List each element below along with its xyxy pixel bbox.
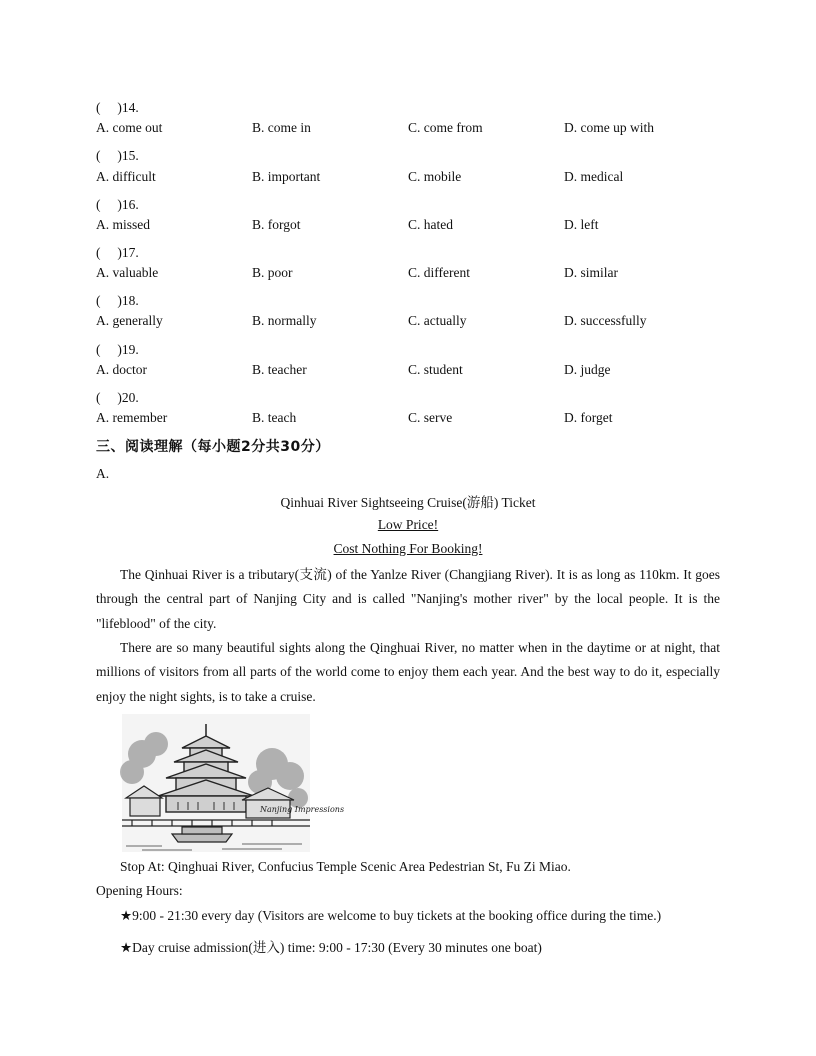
question-number: ( )16. xyxy=(96,197,139,212)
question-number: ( )20. xyxy=(96,390,139,405)
option-a: A. generally xyxy=(96,313,163,328)
option-b: B. poor xyxy=(252,265,293,280)
option-d: D. come up with xyxy=(564,120,654,135)
question-number: ( )17. xyxy=(96,245,139,260)
option-c: C. student xyxy=(408,362,463,377)
option-c: C. mobile xyxy=(408,169,462,184)
question-number: ( )19. xyxy=(96,342,139,357)
cost-nothing-text: Cost Nothing For Booking! xyxy=(333,541,483,556)
option-b: B. normally xyxy=(252,313,317,328)
question-number: ( )18. xyxy=(96,293,139,308)
option-d: D. successfully xyxy=(564,313,647,328)
cost-nothing-line xyxy=(96,541,720,557)
question-number: ( )14. xyxy=(96,100,139,115)
option-d: D. judge xyxy=(564,362,611,377)
option-a: A. remember xyxy=(96,410,168,425)
option-row xyxy=(96,265,736,283)
low-price-text: Low Price! xyxy=(377,517,439,532)
option-a: A. come out xyxy=(96,120,163,135)
option-row xyxy=(96,410,736,428)
pagoda-sketch-image xyxy=(122,714,345,852)
option-b: B. teach xyxy=(252,410,297,425)
option-row xyxy=(96,120,736,138)
option-b: B. important xyxy=(252,169,321,184)
option-a: A. difficult xyxy=(96,169,156,184)
option-b: B. come in xyxy=(252,120,311,135)
option-a: A. missed xyxy=(96,217,150,232)
option-d: D. forget xyxy=(564,410,613,425)
option-c: C. hated xyxy=(408,217,453,232)
part-label: A. xyxy=(96,466,110,481)
option-b: B. forgot xyxy=(252,217,301,232)
option-a: A. valuable xyxy=(96,265,159,280)
river-town-illustration xyxy=(122,714,345,852)
hours-line-1: ★9:00 - 21:30 every day (Visitors are welcome to buy tickets at the booking office during the time.) xyxy=(120,908,662,923)
low-price-line xyxy=(96,517,720,533)
option-c: C. come from xyxy=(408,120,483,135)
option-row xyxy=(96,313,736,331)
option-row xyxy=(96,217,736,235)
option-b: B. teacher xyxy=(252,362,307,377)
option-a: A. doctor xyxy=(96,362,147,377)
option-c: C. actually xyxy=(408,313,467,328)
ticket-title: Qinhuai River Sightseeing Cruise(游船) Ticket xyxy=(280,495,536,510)
option-d: D. left xyxy=(564,217,599,232)
opening-hours-label: Opening Hours: xyxy=(96,883,183,898)
stop-at-line: Stop At: Qinghuai River, Confucius Temple Scenic Area Pedestrian St, Fu Zi Miao. xyxy=(120,859,571,874)
option-c: C. different xyxy=(408,265,470,280)
question-number: ( )15. xyxy=(96,148,139,163)
option-row xyxy=(96,169,736,187)
option-row xyxy=(96,362,736,380)
illustration-caption: Nanjing Impressions xyxy=(260,805,345,814)
paragraph-1: The Qinhuai River is a tributary(支流) of the Yanlze River (Changjiang River). It is as long as 110km. It goes through the central part of Nanjing City and is called "Nanjing's mother river" by the local people. It is the "lifeblood" of the city. xyxy=(96,567,720,631)
hours-line-2: ★Day cruise admission(进入) time: 9:00 - 17:30 (Every 30 minutes one boat) xyxy=(120,940,542,955)
option-c: C. serve xyxy=(408,410,453,425)
option-d: D. medical xyxy=(564,169,624,184)
section-title: 三、阅读理解（每小题2分共30分） xyxy=(96,439,330,455)
option-d: D. similar xyxy=(564,265,618,280)
paragraph-2: There are so many beautiful sights along the Qinghuai River, no matter when in the daytime or at night, that millions of visitors from all parts of the world come to enjoy them each year. And the best way to do it, especially enjoy the night sights, is to take a cruise. xyxy=(96,640,720,704)
